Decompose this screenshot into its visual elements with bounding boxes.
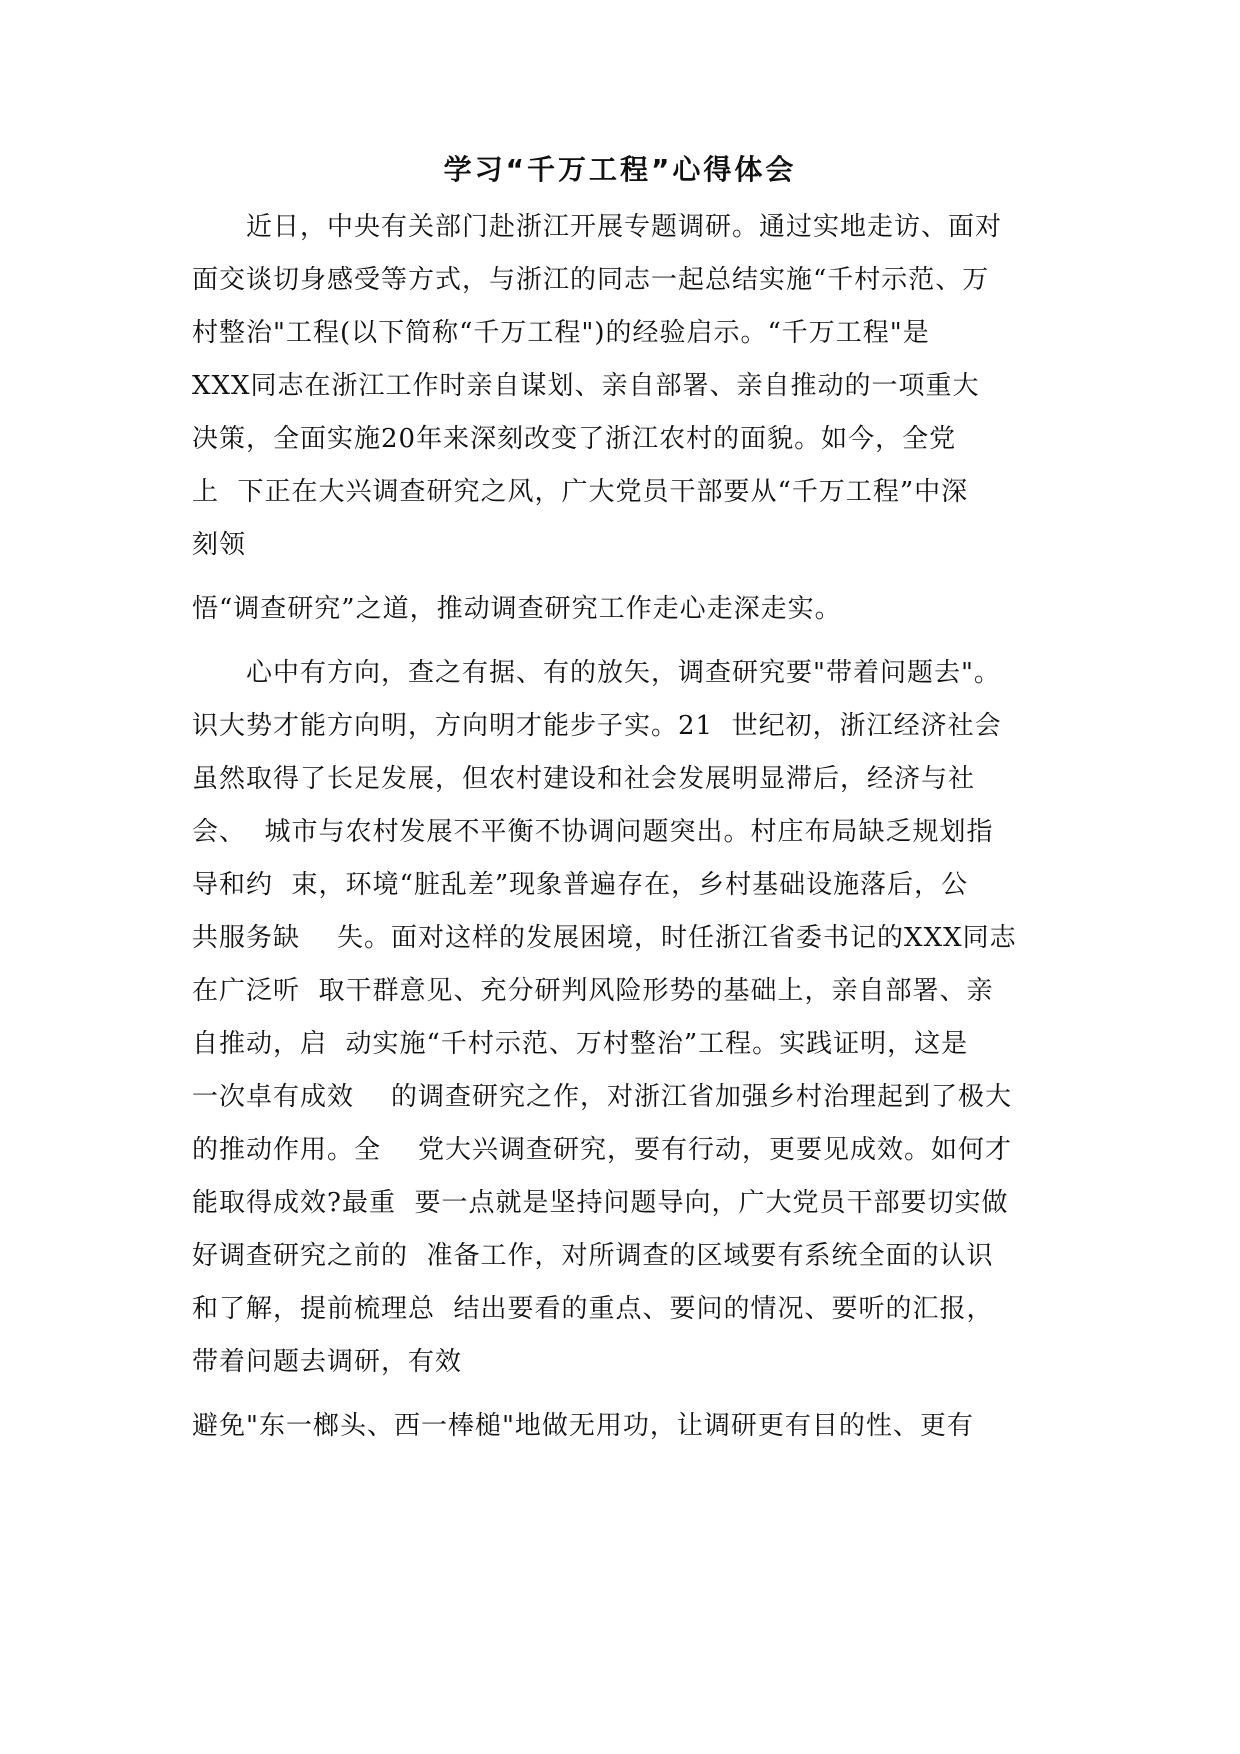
- paragraph-line: 一次卓有成效 的调查研究之作，对浙江省加强乡村治理起到了极大: [192, 1082, 1013, 1112]
- paragraph-line: 和了解，提前梳理总 结出要看的重点、要问的情况、要听的汇报，: [192, 1294, 994, 1324]
- paragraph-line: 自推动，启 动实施“千村示范、万村整治”工程。实践证明，这是: [192, 1029, 969, 1059]
- paragraph-line: 村整治"工程(以下简称“千万工程")的经验启示。“千万工程"是: [192, 318, 930, 348]
- paragraph-line: 近日，中央有关部门赴浙江开展专题调研。通过实地走访、面对: [192, 212, 1003, 242]
- paragraph-line: 面交谈切身感受等方式，与浙江的同志一起总结实施“千村示范、万: [192, 265, 990, 295]
- paragraph-line: 导和约 束，环境“脏乱差”现象普遍存在，乡村基础设施落后，公: [192, 870, 969, 900]
- paragraph-line: 好调查研究之前的 准备工作，对所调查的区域要有系统全面的认识: [192, 1241, 994, 1271]
- paragraph-line: 识大势才能方向明，方向明才能步子实。21 世纪初，浙江经济社会: [192, 711, 1002, 741]
- paragraph-line: 会、 城市与农村发展不平衡不协调问题突出。村庄布局缺乏规划指: [192, 817, 994, 847]
- paragraph-line: 避免"东一榔头、西一棒槌"地做无用功，让调研更有目的性、更有: [192, 1411, 974, 1441]
- paragraph-line: 悟“调查研究”之道，推动调查研究工作走心走深走实。: [192, 594, 842, 624]
- paragraph-line: 决策，全面实施20年来深刻改变了浙江农村的面貌。如今，全党: [192, 424, 957, 454]
- paragraph-line: 上 下正在大兴调查研究之风，广大党员干部要从“千万工程”中深: [192, 477, 969, 507]
- document-title: 学习“千万工程”心得体会: [443, 153, 797, 186]
- paragraph-line: 带着问题去调研，有效: [192, 1347, 463, 1377]
- paragraph-line: XXX同志在浙江工作时亲自谋划、亲自部署、亲自推动的一项重大: [192, 371, 980, 401]
- paragraph-line: 的推动作用。全 党大兴调查研究，要有行动，更要见成效。如何才: [192, 1135, 1013, 1165]
- paragraph-line: 能取得成效?最重 要一点就是坚持问题导向，广大党员干部要切实做: [192, 1188, 1009, 1218]
- paragraph-line: 共服务缺 失。面对这样的发展困境，时任浙江省委书记的XXX同志: [192, 923, 1017, 953]
- paragraph-line: 心中有方向，查之有据、有的放矢，调查研究要"带着问题去"。: [192, 658, 1001, 688]
- paragraph-line: 在广泛听 取干群意见、充分研判风险形势的基础上，亲自部署、亲: [192, 976, 994, 1006]
- paragraph-line: 虽然取得了长足发展，但农村建设和社会发展明显滞后，经济与社: [192, 764, 976, 794]
- paragraph-line: 刻领: [192, 530, 247, 560]
